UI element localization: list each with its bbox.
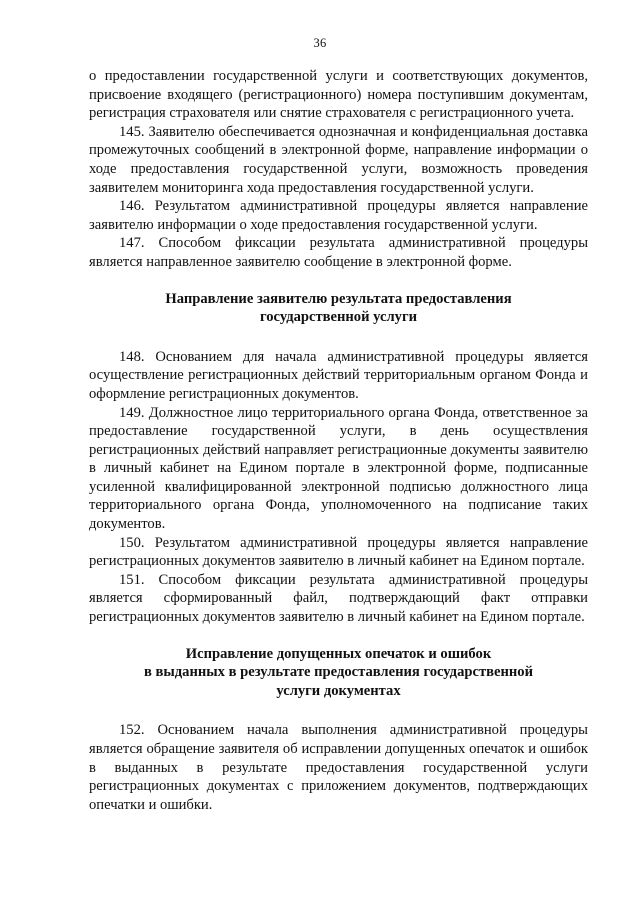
paragraph-148: 148. Основанием для начала административной процедуры является осуществление регистрационных действий территориальным органом Фонда и оформление регистрационных документов. xyxy=(89,348,588,402)
document-body xyxy=(89,67,588,814)
heading-line: услуги документах xyxy=(276,682,401,699)
heading-line: в выданных в результате предоставления государственной xyxy=(143,664,534,681)
paragraph-151: 151. Способом фиксации результата административной процедуры является сформированный файл, подтверждающий факт отправки регистрационных документов заявителю в личный кабинет на Едином портале. xyxy=(89,571,588,626)
paragraph-147: 147. Способом фиксации результата административной процедуры является направленное заявителю сообщение в электронной форме. xyxy=(89,235,588,270)
heading-line: Исправление допущенных опечаток и ошибок xyxy=(185,645,492,662)
paragraph-146: 146. Результатом административной процедуры является направление заявителю информации о ходе предоставления государственной услуги. xyxy=(89,198,588,233)
paragraph-145: 145. Заявителю обеспечивается однозначная и конфиденциальная доставка промежуточных сообщений в электронной форме, направление информации о ходе предоставления государственной услуги, возможность проведения заявителем мониторинга хода предоставления государственной услуги. xyxy=(89,123,588,196)
paragraph-149: 149. Должностное лицо территориального органа Фонда, ответственное за предоставление государственной услуги, в день осуществления регистрационных действий направляет регистрационные документы заявителю в личный кабинет на Едином портале в электронной форме, подписанные усиленной квалифицированной электронной подписью должностного лица территориального органа Фонда, уполномоченного на подписание таких документов. xyxy=(89,404,588,533)
paragraph-150: 150. Результатом административной процедуры является направление регистрационных документов заявителю в личный кабинет на Едином портале. xyxy=(89,534,588,570)
page-number: 36 xyxy=(313,36,327,50)
spacer xyxy=(89,700,588,721)
paragraph-152: 152. Основанием начала выполнения административной процедуры является обращение заявителя об исправлении допущенных опечаток и ошибок в выданных в результате предоставления государственной услуги регистрационных документах с приложением документов, подтверждающих опечатки и ошибки. xyxy=(89,722,588,813)
section-heading-error-correction xyxy=(89,645,588,701)
heading-line: государственной услуги xyxy=(259,309,418,326)
spacer xyxy=(89,627,588,645)
paragraph-continuation: о предоставлении государственной услуги и соответствующих документов, присвоение входящего (регистрационного) номера поступившим документам, регистрация страхователя или снятие страхователя с регистрационного учета. xyxy=(89,68,588,122)
heading-line: Направление заявителю результата предоставления xyxy=(165,290,512,307)
spacer xyxy=(89,272,588,290)
section-heading-result-delivery xyxy=(89,290,588,327)
spacer xyxy=(89,327,588,348)
